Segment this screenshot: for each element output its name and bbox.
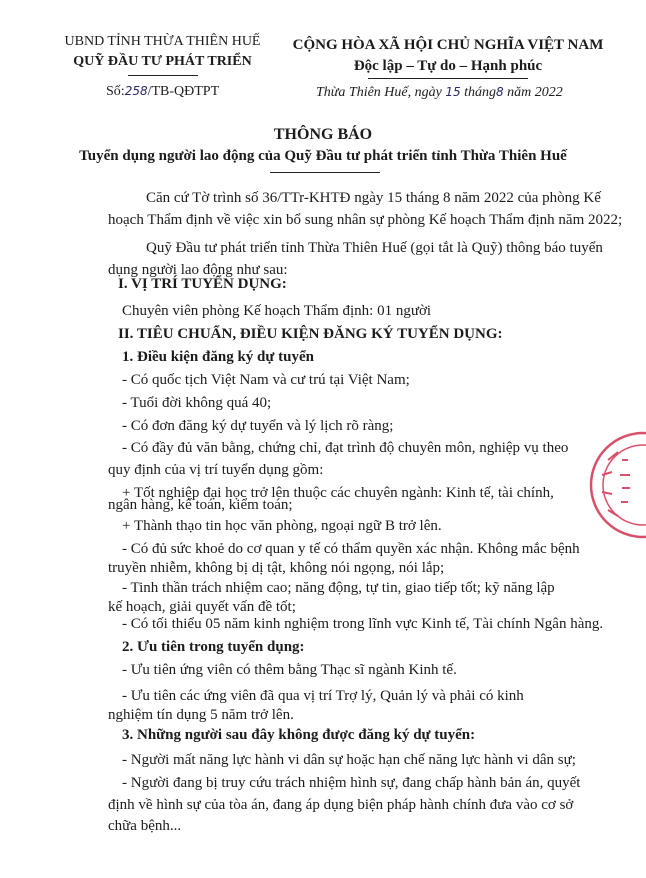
condition-nationality: - Có quốc tịch Việt Nam và cư trú tại Việt Nam; — [122, 372, 410, 388]
header-left-underline — [128, 75, 198, 76]
national-title: CỘNG HÒA XÃ HỘI CHỦ NGHĨA VIỆT NAM — [292, 37, 604, 53]
condition-attitude-line-1: - Tinh thần trách nhiệm cao; năng động, tự tin, giao tiếp tốt; kỹ năng lập — [122, 580, 555, 596]
document-number-handwritten: 258 — [124, 84, 148, 98]
condition-health-line-1: - Có đủ sức khoẻ do cơ quan y tế có thẩm quyền xác nhận. Không mắc bệnh — [122, 541, 580, 557]
subtitle-underline — [270, 172, 380, 173]
issuing-authority: UBND TỈNH THỪA THIÊN HUẾ — [64, 34, 261, 49]
document-subtitle: Tuyển dụng người lao động của Quỹ Đầu tư phát triển tỉnh Thừa Thiên Huế — [79, 148, 567, 164]
document-number-suffix: /TB-QĐTPT — [147, 84, 220, 99]
national-motto: Độc lập – Tự do – Hạnh phúc — [353, 58, 543, 74]
legal-basis-line-2: hoạch Thẩm định về việc xin bổ sung nhân sự phòng Kế hoạch Thẩm định năm 2022; — [108, 212, 623, 228]
condition-attitude-line-2: kế hoạch, giải quyết vấn đề tốt; — [108, 599, 296, 615]
condition-it-language: + Thành thạo tin học văn phòng, ngoại ngữ B trở lên. — [122, 518, 442, 534]
exclusion-criminal-line-1: - Người đang bị truy cứu trách nhiệm hình sự, đang chấp hành bản án, quyết — [122, 775, 581, 791]
exclusion-criminal-line-2: định về hình sự của tòa án, đang áp dụng biện pháp hành chính đưa vào cơ sở — [108, 797, 574, 813]
position-line: Chuyên viên phòng Kế hoạch Thẩm định: 01 người — [122, 303, 432, 319]
subsection-2-heading: 2. Ưu tiên trong tuyển dụng: — [122, 639, 305, 655]
priority-masters: - Ưu tiên ứng viên có thêm bằng Thạc sĩ ngành Kinh tế. — [122, 662, 457, 678]
seal-inner-lettering — [620, 460, 630, 502]
issue-date-day: 15 — [445, 85, 461, 99]
condition-application: - Có đơn đăng ký dự tuyển và lý lịch rõ ràng; — [122, 418, 394, 434]
priority-experience-line-1: - Ưu tiên các ứng viên đã qua vị trí Trợ lý, Quản lý và phải có kinh — [122, 688, 524, 704]
section-1-heading: I. VỊ TRÍ TUYỂN DỤNG: — [118, 276, 287, 292]
condition-degree-line-1: + Tốt nghiệp đại học trở lên thuộc các chuyên ngành: Kinh tế, tài chính, — [122, 485, 554, 501]
issue-date-prefix: Thừa Thiên Huế, ngày — [316, 85, 442, 100]
condition-health-line-2: truyền nhiễm, không bị dị tật, không nói ngọng, nói lắp; — [108, 560, 445, 576]
intro-line-2: dụng người lao động như sau: — [108, 262, 288, 278]
issue-date-month-label: tháng — [464, 85, 497, 100]
issue-date-month: 8 — [496, 85, 504, 99]
intro-line-1: Quỹ Đầu tư phát triển tỉnh Thừa Thiên Huế (gọi tắt là Quỹ) thông báo tuyển — [146, 240, 603, 256]
condition-qualifications-line-2: quy định của vị trí tuyển dụng gồm: — [108, 462, 324, 478]
seal-outer-ring — [591, 433, 646, 537]
priority-experience-line-2: nghiệm tín dụng 5 năm trở lên. — [108, 707, 294, 723]
issue-date — [316, 85, 563, 101]
condition-age: - Tuổi đời không quá 40; — [122, 395, 272, 411]
motto-underline — [368, 78, 528, 79]
document-title: THÔNG BÁO — [273, 126, 373, 143]
official-seal — [588, 430, 646, 540]
subsection-1-heading: 1. Điều kiện đăng ký dự tuyển — [122, 349, 314, 365]
exclusion-criminal-line-3: chữa bệnh... — [108, 818, 182, 834]
seal-inner-ring — [603, 445, 646, 525]
issue-date-year: năm 2022 — [507, 85, 563, 100]
issuing-organization: QUỸ ĐẦU TƯ PHÁT TRIỂN — [73, 54, 252, 69]
condition-qualifications-line-1: - Có đầy đủ văn bằng, chứng chỉ, đạt trình độ chuyên môn, nghiệp vụ theo — [122, 440, 569, 456]
exclusion-civil-capacity: - Người mất năng lực hành vi dân sự hoặc hạn chế năng lực hành vi dân sự; — [122, 752, 576, 768]
subsection-3-heading: 3. Những người sau đây không được đăng ký dự tuyển: — [122, 727, 476, 743]
condition-degree-line-2: ngân hàng, kế toán, kiểm toán; — [108, 497, 293, 513]
document-number-prefix: Số: — [106, 84, 125, 99]
condition-experience: - Có tối thiểu 05 năm kinh nghiệm trong lĩnh vực Kinh tế, Tài chính Ngân hàng. — [122, 616, 604, 632]
section-2-heading: II. TIÊU CHUẨN, ĐIỀU KIỆN ĐĂNG KÝ TUYỂN DỤNG: — [118, 326, 503, 342]
legal-basis-line-1: Căn cứ Tờ trình số 36/TTr-KHTĐ ngày 15 tháng 8 năm 2022 của phòng Kế — [146, 190, 601, 206]
document-number — [106, 84, 219, 100]
